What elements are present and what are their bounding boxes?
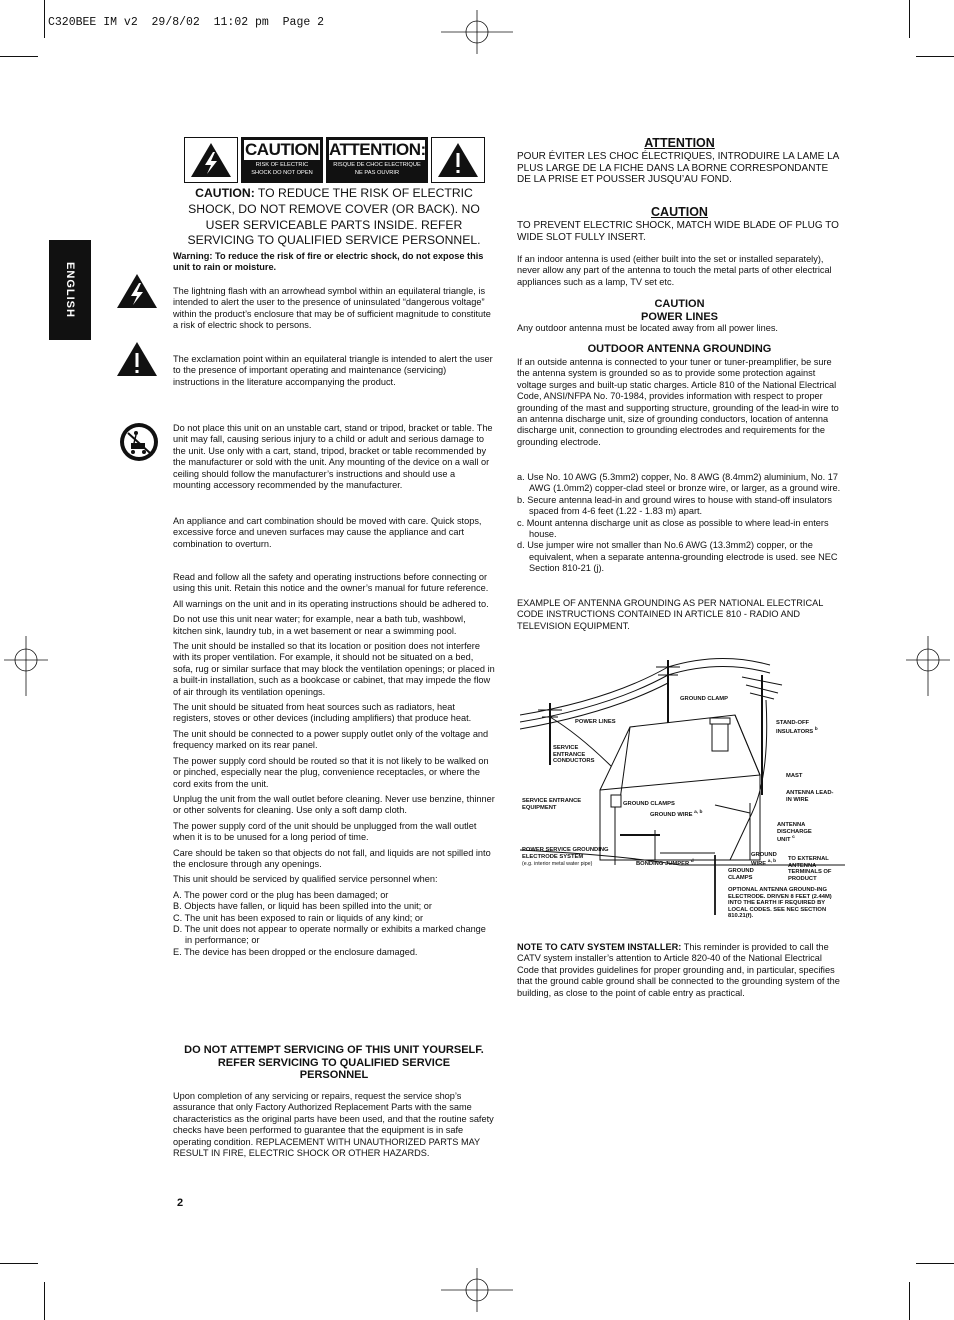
attention-heading: ATTENTION	[644, 136, 715, 150]
label-to-external-antenna: TO EXTERNAL ANTENNA TERMINALS OF PRODUCT	[788, 856, 832, 882]
caution-banner	[184, 137, 484, 183]
crop-mark	[0, 56, 38, 57]
label-power-service-grounding: POWER SERVICE GROUNDING ELECTRODE SYSTEM	[522, 847, 609, 860]
caution-box	[241, 137, 323, 183]
label-discharge-text: ANTENNA DISCHARGE UNIT	[777, 822, 812, 844]
list-item: D. The unit does not appear to operate normally or exhibits a marked change in performance; or	[173, 923, 486, 946]
attention-text: POUR ÉVITER LES CHOC ÉLECTRIQUES, INTRODUIRE LA LAME LA PLUS LARGE DE LA FICHE DANS LA BORNE CORRESPONDANTE DE LA PRISE ET POUSSER JUSQU’AU FOND.	[517, 151, 839, 186]
do-not-service-heading: DO NOT ATTEMPT SERVICING OF THIS UNIT YOURSELF. REFER SERVICING TO QUALIFIED SERVICE PERSONNEL	[184, 1044, 484, 1081]
safety-paragraph: Do not use this unit near water; for example, near a bath tub, washbowl, kitchen sink, laundry tub, in a wet basement or near a swimming pool.	[173, 614, 466, 636]
list-item: a. Use No. 10 AWG (5.3mm2) copper, No. 8 AWG (8.4mm2) aluminium, No. 17 AWG (1.0mm2) copper-clad steel or bronze wire, or larger, as a ground wire.	[517, 472, 841, 494]
label-bonding-sup: d	[690, 859, 694, 864]
crop-mark	[916, 1263, 954, 1264]
grounding-list	[517, 472, 842, 575]
label-ground-wire-bottom-text: GROUND WIRE	[751, 852, 777, 867]
crop-mark	[44, 0, 45, 38]
label-mast: MAST	[786, 773, 803, 779]
label-antenna-discharge-unit	[777, 822, 822, 844]
safety-paragraph: This unit should be serviced by qualified service personnel when:	[173, 874, 438, 885]
list-item: B. Objects have fallen, or liquid has been spilled into the unit; or	[173, 901, 432, 912]
warning-text: Warning: To reduce the risk of fire or electric shock, do not expose this unit to rain or moisture.	[173, 251, 484, 273]
registration-mark	[441, 10, 513, 54]
caution-text: TO REDUCE THE RISK OF ELECTRIC SHOCK, DO NOT REMOVE COVER (OR BACK). NO USER SERVICEABLE PARTS INSIDE. REFER SERVICING TO QUALIFIED SERVICE PERSONNEL.	[187, 186, 481, 248]
label-service-entrance-conductors: SERVICE ENTRANCE CONDUCTORS	[553, 745, 595, 765]
label-ground-clamp: GROUND CLAMP	[680, 696, 728, 702]
label-standoff-sup: b	[814, 726, 818, 732]
crop-mark	[0, 1263, 38, 1264]
lightning-triangle-icon	[185, 138, 237, 182]
lightning-warning-box	[184, 137, 238, 183]
power-lines-text: Any outdoor antenna must be located away from all power lines.	[517, 323, 778, 333]
crop-mark	[909, 0, 910, 38]
safety-instructions	[173, 572, 495, 958]
label-power-lines: POWER LINES	[575, 719, 616, 725]
caution-box-title: CAUTION	[245, 140, 319, 159]
exclamation-triangle-icon	[432, 138, 484, 182]
label-ground-clamps-top: GROUND CLAMPS	[623, 801, 675, 807]
antenna-grounding-diagram	[520, 655, 845, 930]
power-lines-heading-line1: CAUTION	[654, 298, 705, 310]
list-item: A. The power cord or the plug has been damaged; or	[173, 889, 389, 900]
safety-paragraph: The power supply cord should be routed so that it is not likely to be walked on or pinched, especially near the plug, convenience receptacles, or where the cord exits from the unit.	[173, 755, 489, 789]
language-tab	[49, 240, 91, 340]
grounding-text: If an outside antenna is connected to your tuner or tuner-preamplifier, be sure the antenna system is grounded so as to provide some protection against voltage surges and built-up static charges. Article 810 of the National Electrical Code, ANSI/NFPA No. 70-1984, provides information with respect to proper grounding of the mast and supporting structure, grounding of the lead-in wire to an antenna discharge unit, size of grounding conductors, location of antenna discharge unit, connection to grounding electrodes and requirements for the grounding electrode.	[517, 357, 839, 447]
label-antenna-lead-in: ANTENNA LEAD-IN WIRE	[786, 790, 834, 803]
safety-paragraph: Unplug the unit from the wall outlet before cleaning. Never use benzine, thinner or other solvents for cleaning. Use only a soft damp cloth.	[173, 793, 495, 816]
caution-plug-text: TO PREVENT ELECTRIC SHOCK, MATCH WIDE BLADE OF PLUG TO WIDE SLOT FULLY INSERT.	[517, 220, 839, 243]
service-conditions-list	[173, 890, 495, 958]
label-discharge-sup: c	[792, 835, 795, 841]
label-ground-wire-bottom-sup: a, b	[767, 858, 777, 864]
catv-note	[517, 942, 842, 999]
registration-mark	[4, 636, 48, 696]
safety-paragraph: The power supply cord of the unit should be unplugged from the wall outlet when it is to be unused for a long period of time.	[173, 820, 477, 843]
language-tab-label: ENGLISH	[64, 262, 76, 318]
registration-mark	[906, 636, 950, 696]
lightning-explanation: The lightning flash with an arrowhead symbol within an equilateral triangle, is intended to alert the user to the presence of uninsulated “dangerous voltage” within the product’s enclosure that may be of sufficient magnitude to constitute a risk of electric shock to persons.	[173, 286, 491, 331]
label-ground-wire-top	[650, 810, 702, 819]
safety-paragraph: The unit should be situated from heat sources such as radiators, heat registers, stoves or other devices (including amplifiers) that produce heat.	[173, 702, 472, 724]
upon-completion-text: Upon completion of any servicing or repairs, request the service shop’s assurance that only Factory Authorized Replacement Parts with the same characteristics as the original parts have been used, and that the routine safety checks have been performed to guarantee that the equipment is in safe operating condition. REPLACEMENT WITH UNAUTHORIZED PARTS MAY RESULT IN FIRE, ELECTRIC SHOCK OR OTHER HAZARDS.	[173, 1091, 494, 1159]
catv-note-lead: NOTE TO CATV SYSTEM INSTALLER:	[517, 942, 682, 952]
page-number: 2	[177, 1197, 184, 1209]
safety-paragraph: Care should be taken so that objects do not fall, and liquids are not spilled into the enclosure through any openings.	[173, 847, 491, 869]
label-optional-grounding-electrode: OPTIONAL ANTENNA GROUND-ING ELECTRODE. DRIVEN 8 FEET (2.44M) INTO THE EARTH IF REQUIRED BY LOCAL CODES. SEE NEC SECTION 810.21(f).	[728, 887, 832, 920]
safety-paragraph: Read and follow all the safety and operating instructions before connecting or using this unit. Retain this notice and the owner’s manual for future reference.	[173, 572, 489, 594]
lightning-triangle-icon	[115, 272, 159, 310]
label-standoff-text: STAND-OFF INSULATORS	[776, 720, 814, 735]
list-item: d. Use jumper wire not smaller than No.6 AWG (13.3mm2) copper, or the equivalent, when a separate antenna-grounding electrode is used. see NEC Section 810-21 (j).	[517, 540, 838, 574]
attention-box-title: ATTENTION:	[329, 140, 426, 159]
cart-warning-text: Do not place this unit on an unstable cart, stand or tripod, bracket or table. The unit may fall, causing serious injury to a child or adult and serious damage to the unit. Use only with a cart, stand, tripod, bracket or table recommended by the manufacturer or sold with the unit. Any mounting of the device on a wall or ceiling should follow the manufacturer’s instructions and should use a mounting accessory recommended by the manufacturer.	[173, 423, 493, 491]
safety-paragraph: The unit should be connected to a power supply outlet only of the voltage and frequency marked on its rear panel.	[173, 728, 489, 751]
label-bonding-jumper	[636, 859, 694, 868]
attention-box	[326, 137, 428, 183]
cart-warning-icon	[118, 421, 160, 463]
exclamation-warning-box	[431, 137, 485, 183]
caution-statement	[173, 186, 495, 249]
crop-mark	[909, 1282, 910, 1320]
label-power-grounding-sub: (e.g. interior metal water pipe)	[522, 861, 593, 867]
list-item: E. The device has been dropped or the enclosure damaged.	[173, 946, 418, 957]
caution-lead: CAUTION:	[195, 186, 255, 200]
label-ground-wire-top-sup: a, b	[694, 810, 703, 815]
power-lines-heading-line2: POWER LINES	[640, 310, 718, 323]
print-slug: C320BEE IM v2 29/8/02 11:02 pm Page 2	[48, 16, 325, 29]
label-ground-clamps-bottom: GROUND CLAMPS	[728, 868, 754, 881]
crop-mark	[916, 56, 954, 57]
label-ground-wire-bottom	[751, 852, 791, 867]
label-ground-wire-top-text: GROUND WIRE	[650, 811, 693, 818]
label-service-entrance-equipment: SERVICE ENTRANCE EQUIPMENT	[522, 798, 582, 811]
caution-heading: CAUTION	[651, 205, 708, 219]
list-item: c. Mount antenna discharge unit as close as possible to where lead-in enters house.	[517, 517, 829, 540]
registration-mark	[441, 1268, 513, 1312]
attention-box-subtitle: RISQUE DE CHOC ELECTRIQUE NE PAS OUVRIR	[333, 162, 421, 176]
label-bonding-text: BONDING JUMPER	[636, 860, 690, 867]
label-standoff-insulators	[776, 720, 836, 735]
grounding-heading: OUTDOOR ANTENNA GROUNDING	[587, 343, 772, 355]
list-item: C. The unit has been exposed to rain or liquids of any kind; or	[173, 912, 424, 923]
list-item: b. Secure antenna lead-in and ground wires to house with stand-off insulators spaced from 4-6 feet (1.22 - 1.83 m) apart.	[517, 494, 832, 517]
exclamation-explanation: The exclamation point within an equilateral triangle is intended to alert the user to the presence of important operating and maintenance (servicing) instructions in the literature accompanying the product.	[173, 354, 493, 387]
indoor-antenna-text: If an indoor antenna is used (either built into the set or installed separately), never allow any part of the antenna to touch the metal parts of other electrical appliances such as a lamp, TV set etc.	[517, 254, 832, 287]
example-text: EXAMPLE OF ANTENNA GROUNDING AS PER NATIONAL ELECTRICAL CODE INSTRUCTIONS CONTAINED IN ARTICLE 810 - RADIO AND TELEVISION EQUIPMENT.	[517, 598, 823, 631]
exclamation-triangle-icon	[115, 340, 159, 378]
caution-box-subtitle: RISK OF ELECTRIC SHOCK DO NOT OPEN	[251, 162, 313, 176]
safety-paragraph: All warnings on the unit and in its operating instructions should be adhered to.	[173, 598, 489, 609]
cart-moving-text: An appliance and cart combination should be moved with care. Quick stops, excessive force and uneven surfaces may cause the appliance and cart combination to overturn.	[173, 516, 482, 549]
power-lines-heading	[517, 298, 842, 323]
crop-mark	[44, 1282, 45, 1320]
safety-paragraph: The unit should be installed so that its location or position does not interfere with its proper ventilation. For example, it should not be situated on a bed, sofa, rug or similar surface that may block the ventilation openings; or placed in a built-in installation, such as a bookcase or cabinet, that may impede the flow of air through its ventilation openings.	[173, 641, 495, 697]
catv-note-text: This reminder is provided to call the CATV system installer’s attention to Article 820-40 of the National Electrical Code that provides guidelines for proper grounding and, in particular, specifies that the ground cable ground shall be connected to the grounding system of the building, as close to the point of cable entry as practical.	[517, 942, 840, 998]
